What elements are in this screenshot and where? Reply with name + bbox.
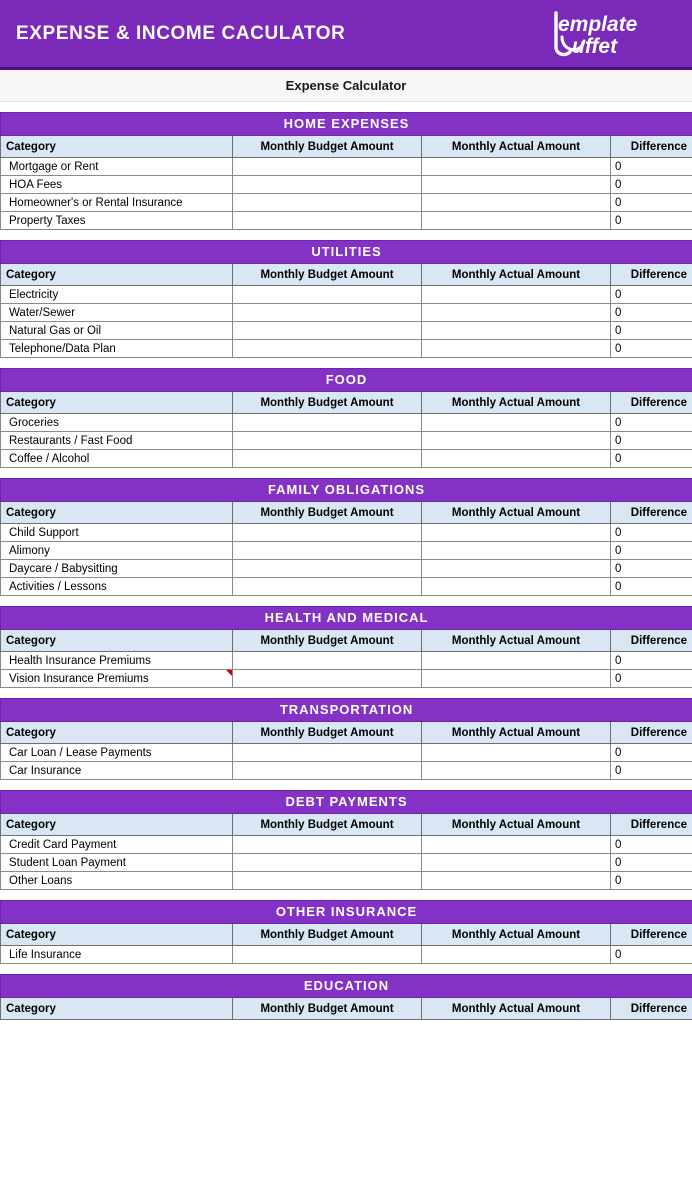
category-cell[interactable]: Car Loan / Lease Payments xyxy=(1,744,233,762)
difference-cell[interactable]: 0 xyxy=(611,340,692,358)
section-title: HOME EXPENSES xyxy=(1,113,692,136)
section-title-row xyxy=(1,479,692,502)
column-header-4: Difference xyxy=(611,814,692,836)
section-title: TRANSPORTATION xyxy=(1,699,692,722)
section-spacer xyxy=(0,964,692,974)
column-header-2: Monthly Budget Amount xyxy=(233,392,422,414)
section-spacer xyxy=(0,780,692,790)
difference-cell[interactable]: 0 xyxy=(611,542,692,560)
actual-input-cell[interactable] xyxy=(422,524,611,542)
difference-cell[interactable]: 0 xyxy=(611,286,692,304)
actual-input-cell[interactable] xyxy=(422,836,611,854)
budget-input-cell[interactable] xyxy=(233,836,422,854)
difference-cell[interactable]: 0 xyxy=(611,652,692,670)
difference-cell[interactable]: 0 xyxy=(611,560,692,578)
actual-input-cell[interactable] xyxy=(422,578,611,596)
actual-input-cell[interactable] xyxy=(422,744,611,762)
actual-input-cell[interactable] xyxy=(422,194,611,212)
actual-input-cell[interactable] xyxy=(422,652,611,670)
difference-cell[interactable]: 0 xyxy=(611,946,692,964)
column-header-1: Category xyxy=(1,814,233,836)
section-spacer xyxy=(0,596,692,606)
category-cell[interactable]: Student Loan Payment xyxy=(1,854,233,872)
section-title: EDUCATION xyxy=(1,975,692,998)
table-row xyxy=(1,194,692,212)
difference-cell[interactable]: 0 xyxy=(611,194,692,212)
column-header-2: Monthly Budget Amount xyxy=(233,264,422,286)
section-table xyxy=(0,240,692,358)
column-header-1: Category xyxy=(1,136,233,158)
table-row xyxy=(1,414,692,432)
budget-input-cell[interactable] xyxy=(233,286,422,304)
column-header-row xyxy=(1,814,692,836)
column-header-3: Monthly Actual Amount xyxy=(422,502,611,524)
actual-input-cell[interactable] xyxy=(422,286,611,304)
table-row xyxy=(1,340,692,358)
column-header-1: Category xyxy=(1,722,233,744)
actual-input-cell[interactable] xyxy=(422,158,611,176)
table-row xyxy=(1,560,692,578)
actual-input-cell[interactable] xyxy=(422,946,611,964)
budget-input-cell[interactable] xyxy=(233,176,422,194)
actual-input-cell[interactable] xyxy=(422,414,611,432)
budget-input-cell[interactable] xyxy=(233,432,422,450)
table-row xyxy=(1,432,692,450)
section-spacer xyxy=(0,468,692,478)
column-header-row xyxy=(1,264,692,286)
actual-input-cell[interactable] xyxy=(422,304,611,322)
column-header-1: Category xyxy=(1,264,233,286)
column-header-4: Difference xyxy=(611,998,692,1020)
table-row xyxy=(1,524,692,542)
category-cell[interactable]: Natural Gas or Oil xyxy=(1,322,233,340)
actual-input-cell[interactable] xyxy=(422,762,611,780)
budget-input-cell[interactable] xyxy=(233,212,422,230)
column-header-2: Monthly Budget Amount xyxy=(233,814,422,836)
category-cell[interactable]: Car Insurance xyxy=(1,762,233,780)
table-row xyxy=(1,304,692,322)
section-title-row xyxy=(1,607,692,630)
category-cell[interactable]: Restaurants / Fast Food xyxy=(1,432,233,450)
difference-cell[interactable]: 0 xyxy=(611,744,692,762)
section-table xyxy=(0,790,692,890)
category-cell[interactable]: Coffee / Alcohol xyxy=(1,450,233,468)
section-title-row xyxy=(1,699,692,722)
category-cell[interactable]: Property Taxes xyxy=(1,212,233,230)
difference-cell[interactable]: 0 xyxy=(611,524,692,542)
column-header-4: Difference xyxy=(611,502,692,524)
table-row xyxy=(1,652,692,670)
column-header-4: Difference xyxy=(611,392,692,414)
difference-cell[interactable]: 0 xyxy=(611,872,692,890)
difference-cell[interactable]: 0 xyxy=(611,322,692,340)
actual-input-cell[interactable] xyxy=(422,670,611,688)
section-title: UTILITIES xyxy=(1,241,692,264)
section-spacer xyxy=(0,358,692,368)
budget-input-cell[interactable] xyxy=(233,194,422,212)
column-header-3: Monthly Actual Amount xyxy=(422,722,611,744)
section-table xyxy=(0,698,692,780)
difference-cell[interactable]: 0 xyxy=(611,670,692,688)
column-header-3: Monthly Actual Amount xyxy=(422,924,611,946)
section-title: OTHER INSURANCE xyxy=(1,901,692,924)
column-header-2: Monthly Budget Amount xyxy=(233,924,422,946)
budget-input-cell[interactable] xyxy=(233,560,422,578)
actual-input-cell[interactable] xyxy=(422,450,611,468)
column-header-1: Category xyxy=(1,392,233,414)
category-cell[interactable]: Activities / Lessons xyxy=(1,578,233,596)
category-cell[interactable]: Water/Sewer xyxy=(1,304,233,322)
table-row xyxy=(1,158,692,176)
category-cell[interactable]: Mortgage or Rent xyxy=(1,158,233,176)
section-title: FOOD xyxy=(1,369,692,392)
category-cell[interactable]: HOA Fees xyxy=(1,176,233,194)
section-title-row xyxy=(1,975,692,998)
actual-input-cell[interactable] xyxy=(422,212,611,230)
section-table xyxy=(0,478,692,596)
section-table xyxy=(0,974,692,1020)
section-table xyxy=(0,900,692,964)
column-header-4: Difference xyxy=(611,924,692,946)
table-row xyxy=(1,322,692,340)
table-row xyxy=(1,744,692,762)
column-header-row xyxy=(1,998,692,1020)
difference-cell[interactable]: 0 xyxy=(611,414,692,432)
column-header-3: Monthly Actual Amount xyxy=(422,814,611,836)
column-header-1: Category xyxy=(1,998,233,1020)
category-cell-with-comment-marker[interactable]: Vision Insurance Premiums xyxy=(1,670,233,688)
difference-cell[interactable]: 0 xyxy=(611,762,692,780)
category-cell[interactable]: Life Insurance xyxy=(1,946,233,964)
budget-input-cell[interactable] xyxy=(233,854,422,872)
column-header-2: Monthly Budget Amount xyxy=(233,722,422,744)
category-cell[interactable]: Health Insurance Premiums xyxy=(1,652,233,670)
category-cell[interactable]: Child Support xyxy=(1,524,233,542)
column-header-row xyxy=(1,630,692,652)
category-cell[interactable]: Other Loans xyxy=(1,872,233,890)
difference-cell[interactable]: 0 xyxy=(611,158,692,176)
actual-input-cell[interactable] xyxy=(422,432,611,450)
table-row xyxy=(1,286,692,304)
budget-input-cell[interactable] xyxy=(233,158,422,176)
difference-cell[interactable]: 0 xyxy=(611,176,692,194)
section-table xyxy=(0,368,692,468)
section-table xyxy=(0,606,692,688)
sections-container xyxy=(0,102,692,1020)
budget-input-cell[interactable] xyxy=(233,414,422,432)
table-row xyxy=(1,762,692,780)
table-row xyxy=(1,946,692,964)
column-header-2: Monthly Budget Amount xyxy=(233,502,422,524)
section-title-row xyxy=(1,241,692,264)
budget-input-cell[interactable] xyxy=(233,450,422,468)
category-cell[interactable]: Homeowner's or Rental Insurance xyxy=(1,194,233,212)
budget-input-cell[interactable] xyxy=(233,744,422,762)
section-spacer xyxy=(0,890,692,900)
column-header-row xyxy=(1,136,692,158)
column-header-3: Monthly Actual Amount xyxy=(422,998,611,1020)
table-row xyxy=(1,578,692,596)
template-buffet-logo xyxy=(550,7,678,61)
table-row xyxy=(1,836,692,854)
budget-input-cell[interactable] xyxy=(233,872,422,890)
budget-input-cell[interactable] xyxy=(233,322,422,340)
table-row xyxy=(1,542,692,560)
actual-input-cell[interactable] xyxy=(422,322,611,340)
difference-cell[interactable]: 0 xyxy=(611,450,692,468)
column-header-4: Difference xyxy=(611,264,692,286)
column-header-3: Monthly Actual Amount xyxy=(422,264,611,286)
column-header-2: Monthly Budget Amount xyxy=(233,136,422,158)
actual-input-cell[interactable] xyxy=(422,542,611,560)
column-header-4: Difference xyxy=(611,136,692,158)
column-header-1: Category xyxy=(1,924,233,946)
column-header-row xyxy=(1,924,692,946)
actual-input-cell[interactable] xyxy=(422,854,611,872)
sheet-subtitle-label: Expense Calculator xyxy=(285,78,407,93)
budget-input-cell[interactable] xyxy=(233,652,422,670)
section-title: HEALTH AND MEDICAL xyxy=(1,607,692,630)
category-cell[interactable]: Credit Card Payment xyxy=(1,836,233,854)
difference-cell[interactable]: 0 xyxy=(611,578,692,596)
column-header-3: Monthly Actual Amount xyxy=(422,630,611,652)
column-header-4: Difference xyxy=(611,722,692,744)
table-row xyxy=(1,450,692,468)
column-header-2: Monthly Budget Amount xyxy=(233,630,422,652)
table-row xyxy=(1,212,692,230)
table-row xyxy=(1,670,692,688)
sheet-subtitle xyxy=(0,70,692,102)
category-cell[interactable]: Electricity xyxy=(1,286,233,304)
section-title-row xyxy=(1,901,692,924)
svg-text:uffet: uffet xyxy=(572,34,618,58)
column-header-3: Monthly Actual Amount xyxy=(422,392,611,414)
actual-input-cell[interactable] xyxy=(422,560,611,578)
section-title: DEBT PAYMENTS xyxy=(1,791,692,814)
column-header-1: Category xyxy=(1,502,233,524)
category-cell[interactable]: Daycare / Babysitting xyxy=(1,560,233,578)
category-cell[interactable]: Groceries xyxy=(1,414,233,432)
column-header-row xyxy=(1,502,692,524)
budget-input-cell[interactable] xyxy=(233,578,422,596)
section-title-row xyxy=(1,791,692,814)
column-header-row xyxy=(1,392,692,414)
difference-cell[interactable]: 0 xyxy=(611,836,692,854)
svg-text:emplate: emplate xyxy=(558,12,638,36)
section-title: FAMILY OBLIGATIONS xyxy=(1,479,692,502)
difference-cell[interactable]: 0 xyxy=(611,304,692,322)
budget-input-cell[interactable] xyxy=(233,542,422,560)
difference-cell[interactable]: 0 xyxy=(611,212,692,230)
budget-input-cell[interactable] xyxy=(233,340,422,358)
table-row xyxy=(1,854,692,872)
budget-input-cell[interactable] xyxy=(233,670,422,688)
section-spacer xyxy=(0,688,692,698)
budget-input-cell[interactable] xyxy=(233,762,422,780)
section-table xyxy=(0,112,692,230)
budget-input-cell[interactable] xyxy=(233,946,422,964)
section-title-row xyxy=(1,113,692,136)
column-header-4: Difference xyxy=(611,630,692,652)
section-spacer xyxy=(0,230,692,240)
actual-input-cell[interactable] xyxy=(422,176,611,194)
category-cell[interactable]: Telephone/Data Plan xyxy=(1,340,233,358)
difference-cell[interactable]: 0 xyxy=(611,432,692,450)
column-header-3: Monthly Actual Amount xyxy=(422,136,611,158)
column-header-2: Monthly Budget Amount xyxy=(233,998,422,1020)
column-header-row xyxy=(1,722,692,744)
section-title-row xyxy=(1,369,692,392)
actual-input-cell[interactable] xyxy=(422,340,611,358)
budget-input-cell[interactable] xyxy=(233,524,422,542)
table-row xyxy=(1,176,692,194)
page-banner xyxy=(0,0,692,70)
actual-input-cell[interactable] xyxy=(422,872,611,890)
section-spacer xyxy=(0,102,692,112)
table-row xyxy=(1,872,692,890)
column-header-1: Category xyxy=(1,630,233,652)
category-cell[interactable]: Alimony xyxy=(1,542,233,560)
page-title: EXPENSE & INCOME CACULATOR xyxy=(16,22,346,44)
difference-cell[interactable]: 0 xyxy=(611,854,692,872)
budget-input-cell[interactable] xyxy=(233,304,422,322)
